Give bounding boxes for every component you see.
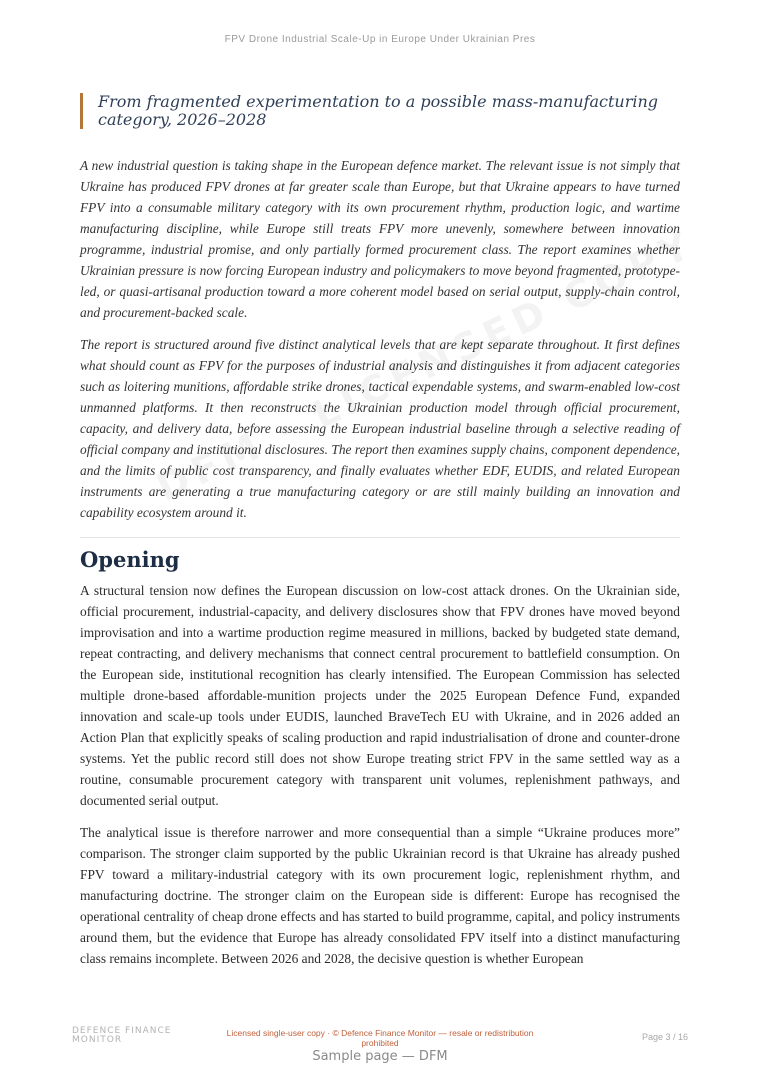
footer-brand-line-2: MONITOR xyxy=(72,1035,123,1045)
section-divider xyxy=(80,537,680,538)
section-heading: Opening xyxy=(80,547,180,572)
sample-caption: Sample page — DFM xyxy=(312,1049,448,1064)
abstract xyxy=(80,155,680,523)
report-subtitle: From fragmented experimentation to a possible mass-manufacturing category, 2026–2028 xyxy=(98,92,659,129)
section-body xyxy=(80,580,680,969)
body-paragraph-1: A structural tension now defines the European discussion on low-cost attack drones. On the Ukrainian side, official procurement, industrial-capacity, and delivery disclosures show that FPV drones have moved beyond improvisation and into a wartime production regime measured in millions, backed by budgeted state demand, repeat contracting, and delivery mechanisms that connect central procurement to battlefield consumption. On the European side, institutional recognition has clearly intensified. The European Commission has selected multiple drone-based affordable-munition projects under the 2025 European Defence Fund, expanded innovation and scale-up tools under EUDIS, launched BraveTech EU with Ukraine, and in 2026 added an Action Plan that explicitly speaks of scaling production and rapid industrialisation of drone and counter-drone systems. Yet the public record still does not show Europe treating strict FPV in the same settled way as a routine, consumable procurement category with transparent unit volumes, replenishment pathways, and documented serial output. xyxy=(80,583,680,808)
subtitle-block xyxy=(80,93,680,129)
page-content xyxy=(80,93,680,980)
running-header: FPV Drone Industrial Scale-Up in Europe Under Ukrainian Pres xyxy=(224,34,536,45)
footer-brand-line-1: DEFENCE FINANCE xyxy=(72,1026,172,1036)
abstract-paragraph-2: The report is structured around five distinct analytical levels that are kept separate throughout. It first defines what should count as FPV for the purposes of industrial analysis and distinguishes it from adjacent categories such as loitering munitions, affordable strike drones, tactical expendable systems, and swarm-enabled low-cost unmanned platforms. It then reconstructs the Ukrainian production model through official procurement, capacity, and delivery data, before assessing the European industrial baseline through a selective reading of official company and institutional disclosures. The report then examines supply chains, component dependence, and the limits of public cost transparency, and finally evaluates whether EDF, EUDIS, and related European instruments are generating a true manufacturing category or are still mainly building an innovation and capability ecosystem around it. xyxy=(80,337,680,520)
footer-brand-logo xyxy=(72,1027,171,1045)
footer-license-notice: Licensed single-user copy · © Defence Finance Monitor — resale or redistribution prohibited xyxy=(226,1028,534,1048)
abstract-paragraph-1: A new industrial question is taking shape in the European defence market. The relevant issue is not simply that Ukraine has produced FPV drones at far greater scale than Europe, but that Ukraine appears to have turned FPV into a consumable military category with its own procurement rhythm, production logic, and wartime manufacturing discipline, while Europe still treats FPV more unevenly, somewhere between innovation programme, industrial promise, and only partially formed procurement class. The report examines whether Ukrainian pressure is now forcing European industry and policymakers to move beyond fragmented, prototype-led, or quasi-artisanal production toward a more coherent model based on serial output, supply-chain control, and procurement-backed scale. xyxy=(80,158,680,320)
body-paragraph-2: The analytical issue is therefore narrower and more consequential than a simple “Ukraine produces more” comparison. The stronger claim supported by the public Ukrainian record is that Ukraine has already pushed FPV toward a military-industrial category with its own procurement logic, replenishment rhythm, and manufacturing doctrine. The stronger claim on the European side is different: Europe has recognised the operational centrality of cheap drone effects and has started to build programme, capital, and policy instruments around them, but the evidence that Europe has already consolidated FPV itself into a distinct manufacturing class remains incomplete. Between 2026 and 2028, the decisive question is whether European xyxy=(80,825,680,966)
page-number: Page 3 / 16 xyxy=(641,1032,688,1042)
